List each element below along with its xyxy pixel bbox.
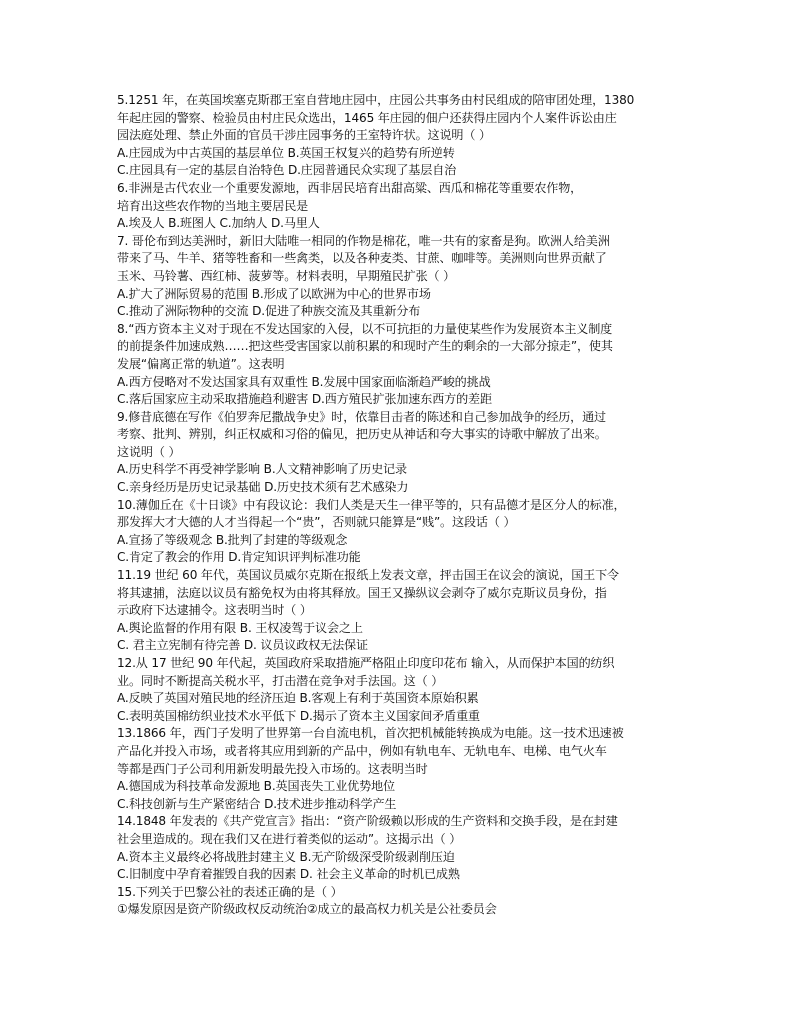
text-line: 玉米、马铃薯、西红柿、菠萝等。材料表明，早期殖民扩张（ ） xyxy=(117,268,456,283)
text-line: 产品化并投入市场，或者将其应用到新的产品中，例如有轨电车、无轨电车、电梯、电气火车 xyxy=(117,743,607,758)
text-line: A.扩大了洲际贸易的范围 B.形成了以欧洲为中心的世界市场 xyxy=(117,286,431,301)
text-line: C.推动了洲际物种的交流 D.促进了种族交流及其重新分布 xyxy=(117,304,421,319)
text-line: C.庄园具有一定的基层自治特色 D.庄园普通民众实现了基层自治 xyxy=(117,163,457,178)
text-line: ①爆发原因是资产阶级政权反动统治②成立的最高权力机关是公社委员会 xyxy=(117,902,497,917)
text-line: A.西方侵略对不发达国家具有双重性 B.发展中国家面临渐趋严峻的挑战 xyxy=(117,374,491,389)
text-line: 12.从 17 世纪 90 年代起，英国政府采取措施严格阻止印度印花布 输入，从而保护本国的纺织 xyxy=(117,656,615,670)
text-line: A.庄园成为中古英国的基层单位 B.英国王权复兴的趋势有所逆转 xyxy=(117,145,455,160)
text-line: A.反映了英国对殖民地的经济压迫 B.客观上有利于英国资本原始积累 xyxy=(117,691,479,706)
text-line: 10.薄伽丘在《十日谈》中有段议论：我们人类是天生一律平等的，只有品德才是区分人的标准， xyxy=(117,497,626,512)
text-line: A.埃及人 B.班图人 C.加纳人 D.马里人 xyxy=(117,216,320,231)
text-line: 14.1848 年发表的《共产党宣言》指出：“资产阶级赖以形成的生产资料和交换手段，是在封建 xyxy=(117,814,618,829)
text-line: 6.非洲是古代农业一个重要发源地，西非居民培育出甜高粱、西瓜和棉花等重要农作物， xyxy=(117,180,583,195)
text-line: A.德国成为科技革命发源地 B.英国丧失工业优势地位 xyxy=(117,779,395,794)
text-line: C.表明英国棉纺织业技术水平低下 D.揭示了资本主义国家间矛盾重重 xyxy=(117,708,480,723)
text-line: 9.修昔底德在写作《伯罗奔尼撒战争史》时，依靠目击者的陈述和自己参加战争的经历，通过 xyxy=(117,409,606,424)
text-line: 园法庭处理、禁止外面的官员干涉庄园事务的王室特许状。这说明（ ） xyxy=(117,128,491,143)
text-line: 这说明（ ） xyxy=(117,444,181,459)
text-line: 将其逮捕，法庭以议员有豁免权为由将其释放。国王又操纵议会剥夺了威尔克斯议员身份，指 xyxy=(117,585,607,600)
text-line: 等都是西门子公司利用新发明最先投入市场的。这表明当时 xyxy=(117,761,428,776)
text-line: A.宣扬了等级观念 B.批判了封建的等级观念 xyxy=(117,532,348,547)
text-line: C.旧制度中孕育着摧毁自我的因素 D. 社会主义革命的时机已成熟 xyxy=(117,867,460,882)
text-line: 13.1866 年，西门子发明了世界第一台自流电机，首次把机械能转换成为电能。这一技术迅速被 xyxy=(117,726,624,741)
text-line: C. 君主立宪制有待完善 D. 议员议政权无法保证 xyxy=(117,638,368,653)
text-line: 发展“偏离正常的轨道”。这表明 xyxy=(117,356,285,371)
text-line: 的前提条件加速成熟……把这些受害国家以前积累的和现时产生的剩余的一大部分掠走”，使其 xyxy=(117,339,613,354)
text-line: A.历史科学不再受神学影响 B.人文精神影响了历史记录 xyxy=(117,462,407,477)
text-line: C.落后国家应主动采取措施趋利避害 D.西方殖民扩张加速东西方的差距 xyxy=(117,392,492,407)
text-line: 业。同时不断提高关税水平，打击潜在竞争对手法国。这（ ） xyxy=(117,673,444,688)
text-line: A.资本主义最终必将战胜封建主义 B.无产阶级深受阶级剥削压迫 xyxy=(117,849,455,864)
text-line: 考察、批判、辨别，纠正权威和习俗的偏见，把历史从神话和夸大事实的诗歌中解放了出来。 xyxy=(117,427,607,442)
text-line: 7. 哥伦布到达美洲时，新旧大陆唯一相同的作物是棉花，唯一共有的家畜是狗。欧洲人给美洲 xyxy=(117,233,610,248)
text-line: 年起庄园的警察、检验员由村庄民众选出，1465 年庄园的佃户还获得庄园内个人案件诉讼由庄 xyxy=(117,110,617,125)
exam-page xyxy=(117,92,683,919)
text-line: 15.下列关于巴黎公社的表述正确的是（ ） xyxy=(117,884,343,899)
text-line: A.舆论监督的作用有限 B. 王权凌驾于议会之上 xyxy=(117,620,363,635)
text-line: C.肯定了教会的作用 D.肯定知识评判标准功能 xyxy=(117,550,361,565)
text-line: 培育出这些农作物的当地主要居民是 xyxy=(117,198,309,213)
text-line: 8.“西方资本主义对于现在不发达国家的入侵，以不可抗拒的力量使某些作为发展资本主义制度 xyxy=(117,321,613,336)
text-line: 带来了马、牛羊、猪等牲畜和一些禽类，以及各种麦类、甘蔗、咖啡等。美洲则向世界贡献了 xyxy=(117,251,607,266)
text-line: 那发挥大才大德的人才当得起一个“贵”，否则就只能算是“贱”。这段话（ ） xyxy=(117,515,516,530)
text-line: 5.1251 年，在英国埃塞克斯郡王室自营地庄园中，庄园公共事务由村民组成的陪审团处理，1380 xyxy=(117,93,635,107)
text-line: 示政府下达逮捕令。这表明当时（ ） xyxy=(117,603,312,618)
text-line: 社会里造成的。现在我们又在进行着类似的运动”。这揭示出（ ） xyxy=(117,831,462,846)
text-line: C.亲身经历是历史记录基础 D.历史技术须有艺术感染力 xyxy=(117,480,409,495)
text-line: C.科技创新与生产紧密结合 D.技术进步推动科学产生 xyxy=(117,796,397,811)
text-line: 11.19 世纪 60 年代，英国议员威尔克斯在报纸上发表文章，抨击国王在议会的演说，国王下令 xyxy=(117,568,619,583)
